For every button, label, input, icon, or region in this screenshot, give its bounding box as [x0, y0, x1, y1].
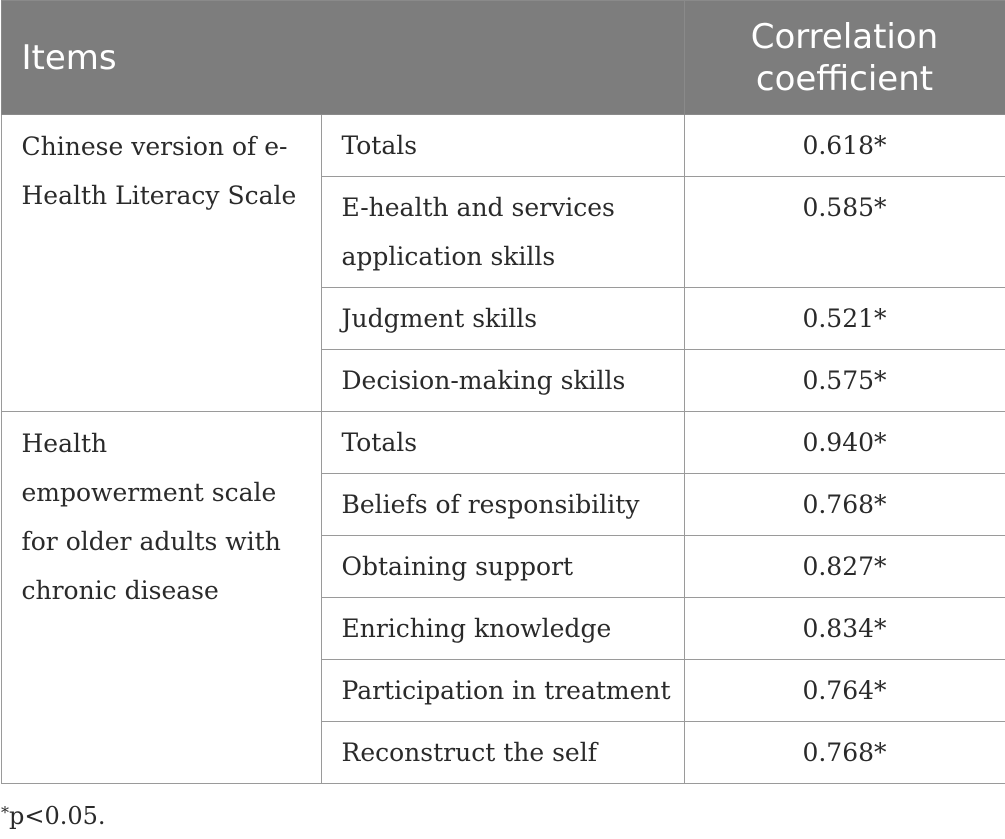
- sub-item: Judgment skills: [321, 288, 684, 350]
- sub-item: Obtaining support: [321, 536, 684, 598]
- sub-item: Totals: [321, 412, 684, 474]
- group-label-text: Health empowerment scale for older adults with chronic disease: [21, 429, 281, 605]
- group-label-text: Chinese version of e-Health Literacy Scale: [21, 132, 297, 210]
- group-label: [1, 412, 321, 784]
- footnote-text: p<0.05.: [9, 802, 106, 830]
- correlation-value: 0.764*: [684, 660, 1005, 722]
- sub-item: Participation in treatment: [321, 660, 684, 722]
- table-footnote: [1, 793, 106, 836]
- correlation-value: 0.585*: [684, 177, 1005, 288]
- correlation-value: 0.768*: [684, 474, 1005, 536]
- sub-item-text: E-health and services application skills: [341, 193, 615, 271]
- correlation-value: 0.575*: [684, 350, 1005, 412]
- table-row: [1, 412, 1005, 474]
- correlation-value: 0.940*: [684, 412, 1005, 474]
- header-correlation-label: Correlation coefficient: [750, 16, 939, 99]
- sub-item: Beliefs of responsibility: [321, 474, 684, 536]
- header-correlation-coefficient: [684, 1, 1005, 115]
- correlation-value: 0.521*: [684, 288, 1005, 350]
- sub-item: Decision-making skills: [321, 350, 684, 412]
- sub-item: Totals: [321, 115, 684, 177]
- correlation-value: 0.768*: [684, 722, 1005, 784]
- sub-item: Enriching knowledge: [321, 598, 684, 660]
- group-label: [1, 115, 321, 412]
- correlation-value: 0.834*: [684, 598, 1005, 660]
- correlation-value: 0.827*: [684, 536, 1005, 598]
- sub-item: Reconstruct the self: [321, 722, 684, 784]
- correlation-value: 0.618*: [684, 115, 1005, 177]
- correlation-table: [1, 0, 1005, 784]
- sub-item: [321, 177, 684, 288]
- table-header-row: [1, 1, 1005, 115]
- table-row: [1, 115, 1005, 177]
- footnote-mark: *: [1, 803, 9, 822]
- header-items: Items: [1, 1, 684, 115]
